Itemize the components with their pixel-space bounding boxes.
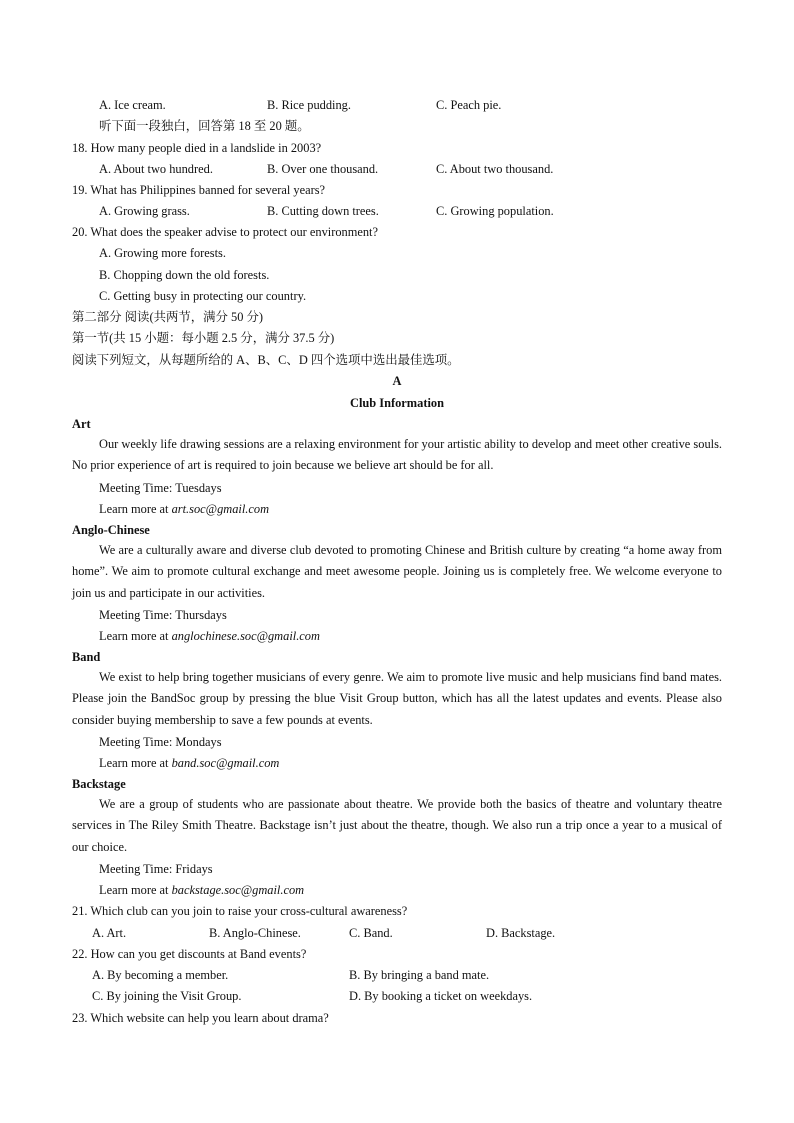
club-name-art: Art	[72, 417, 91, 431]
club-name-backstage: Backstage	[72, 777, 126, 791]
club-learn-art	[99, 501, 269, 517]
q17-option-a: A. Ice cream.	[99, 98, 166, 112]
passage-title: Club Information	[350, 396, 444, 410]
q21-option-d: D. Backstage.	[486, 926, 556, 940]
club-learn-backstage	[99, 882, 304, 898]
q22-option-c: C. By joining the Visit Group.	[92, 989, 242, 1003]
learn-prefix: Learn more at	[99, 883, 172, 897]
q22-option-a: A. By becoming a member.	[92, 968, 229, 982]
q18-option-b: B. Over one thousand.	[267, 162, 379, 176]
q22-stem: 22. How can you get discounts at Band events?	[72, 947, 307, 961]
club-text-band-body: We exist to help bring together musicians of every genre. We aim to promote live music and help musicians find band mates. Please join the BandSoc group by pressing the blue Visit Group button, which has all the latest updates and events. Please also consider buying membership to save a few pounds at events.	[72, 670, 722, 727]
section1-title: 第一节(共 15 小题：每小题 2.5 分，满分 37.5 分)	[72, 331, 335, 345]
q18-stem: 18. How many people died in a landslide in 2003?	[72, 141, 322, 155]
club-email-anglo-chinese[interactable]: anglochinese.soc@gmail.com	[171, 629, 320, 643]
q20-option-c: C. Getting busy in protecting our country.	[99, 289, 307, 303]
q21-option-c: C. Band.	[349, 926, 393, 940]
club-text-backstage	[72, 794, 722, 858]
learn-prefix: Learn more at	[99, 502, 172, 516]
learn-prefix: Learn more at	[99, 756, 172, 770]
club-learn-anglo-chinese	[99, 628, 320, 644]
q21-option-b: B. Anglo-Chinese.	[209, 926, 301, 940]
reading-instructions: 阅读下列短文，从每题所给的 A、B、C、D 四个选项中选出最佳选项。	[72, 353, 460, 367]
club-learn-band	[99, 755, 279, 771]
q18-option-a: A. About two hundred.	[99, 162, 213, 176]
club-text-art	[72, 434, 722, 477]
club-text-art-body: Our weekly life drawing sessions are a relaxing environment for your artistic ability to develop and meet other creative souls. No prior experience of art is required to join because we believe art should be for all.	[72, 437, 722, 473]
q17-option-b: B. Rice pudding.	[267, 98, 351, 112]
club-text-anglo-chinese	[72, 540, 722, 604]
q20-stem: 20. What does the speaker advise to protect our environment?	[72, 225, 378, 239]
q18-option-c: C. About two thousand.	[436, 162, 554, 176]
q20-option-b: B. Chopping down the old forests.	[99, 268, 270, 282]
q22-option-b: B. By bringing a band mate.	[349, 968, 490, 982]
q19-stem: 19. What has Philippines banned for several years?	[72, 183, 326, 197]
club-email-band[interactable]: band.soc@gmail.com	[171, 756, 280, 770]
q19-option-c: C. Growing population.	[436, 204, 554, 218]
q19-option-b: B. Cutting down trees.	[267, 204, 379, 218]
club-meeting-art: Meeting Time: Tuesdays	[99, 481, 222, 495]
q21-option-a: A. Art.	[92, 926, 127, 940]
club-email-backstage[interactable]: backstage.soc@gmail.com	[171, 883, 305, 897]
q23-stem: 23. Which website can help you learn about drama?	[72, 1011, 329, 1025]
club-meeting-anglo-chinese: Meeting Time: Thursdays	[99, 608, 227, 622]
club-meeting-backstage: Meeting Time: Fridays	[99, 862, 213, 876]
club-name-band: Band	[72, 650, 101, 664]
monologue-instruction: 听下面一段独白，回答第 18 至 20 题。	[99, 119, 310, 133]
q22-option-d: D. By booking a ticket on weekdays.	[349, 989, 533, 1003]
club-text-backstage-body: We are a group of students who are passionate about theatre. We provide both the basics of theatre and voluntary theatre services in The Riley Smith Theatre. Backstage isn’t just about the theatre, though. We also run a trip once a year to a musical of our choice.	[72, 797, 722, 854]
q17-option-c: C. Peach pie.	[436, 98, 502, 112]
q19-option-a: A. Growing grass.	[99, 204, 190, 218]
passage-label: A	[392, 374, 402, 388]
club-name-anglo-chinese: Anglo-Chinese	[72, 523, 150, 537]
learn-prefix: Learn more at	[99, 629, 172, 643]
club-meeting-band: Meeting Time: Mondays	[99, 735, 222, 749]
q21-stem: 21. Which club can you join to raise your cross-cultural awareness?	[72, 904, 408, 918]
club-email-art[interactable]: art.soc@gmail.com	[171, 502, 270, 516]
club-text-band	[72, 667, 722, 731]
part2-title: 第二部分 阅读(共两节，满分 50 分)	[72, 310, 264, 324]
q20-option-a: A. Growing more forests.	[99, 246, 226, 260]
club-text-anglo-chinese-body: We are a culturally aware and diverse club devoted to promoting Chinese and British culture by creating “a home away from home”. We aim to promote cultural exchange and meet awesome people. Joining us is completely free. We welcome everyone to join us and participate in our activities.	[72, 543, 722, 600]
